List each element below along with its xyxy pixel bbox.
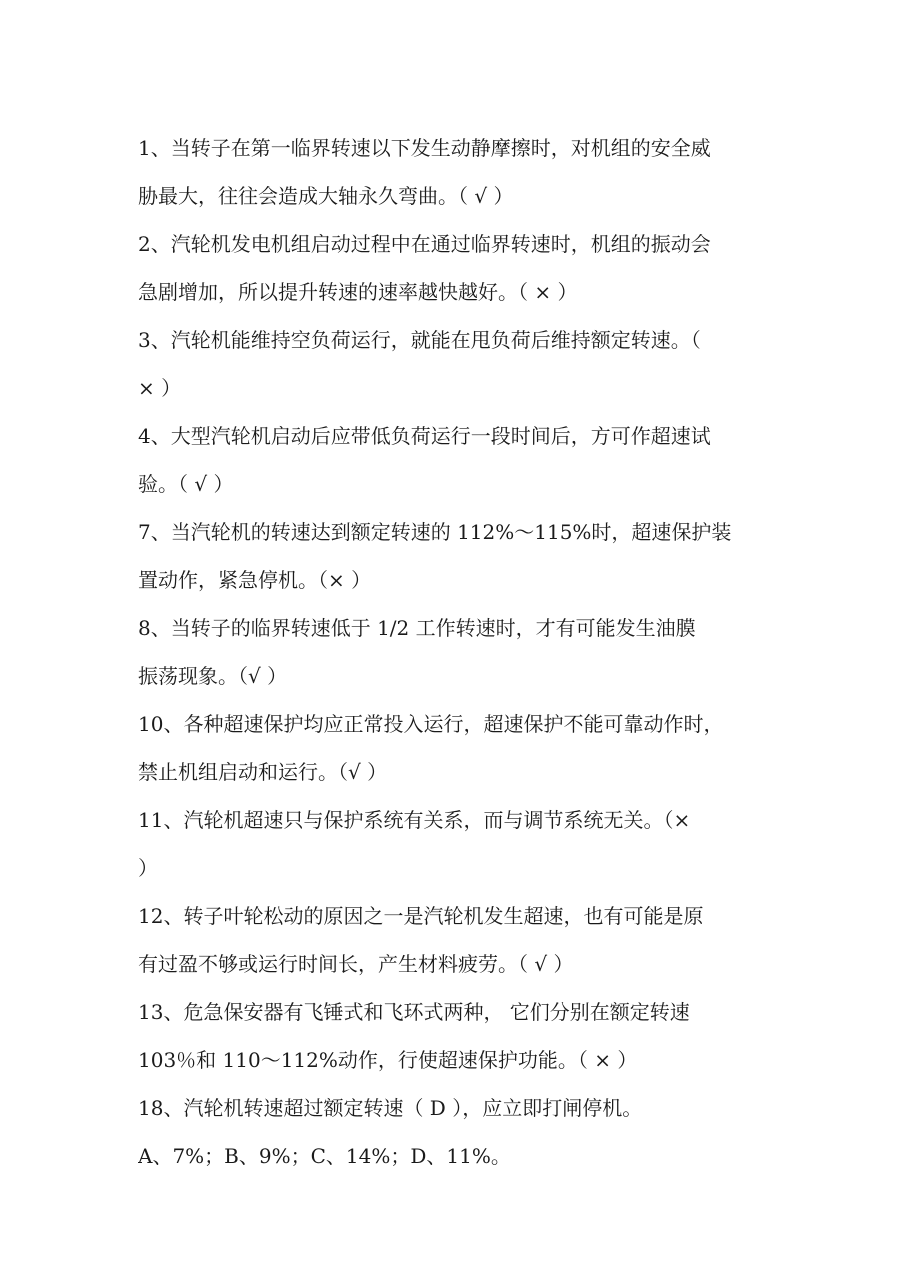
text-line: 13、危急保安器有飞锤式和飞环式两种， 它们分别在额定转速 — [138, 1000, 690, 1024]
text-line: × ） — [138, 376, 182, 400]
text-line: 振荡现象。（√ ） — [138, 664, 288, 688]
text-line: 禁止机组启动和运行。（√ ） — [138, 760, 388, 784]
text-line: A、7%；B、9%；C、14%；D、11%。 — [138, 1144, 511, 1168]
text-line: 18、汽轮机转速超过额定转速（ D ），应立即打闸停机。 — [138, 1096, 643, 1120]
document-body — [138, 124, 778, 1180]
text-line: 12、转子叶轮松动的原因之一是汽轮机发生超速，也有可能是原 — [138, 904, 704, 928]
text-line: 1、当转子在第一临界转速以下发生动静摩擦时，对机组的安全威 — [138, 136, 711, 160]
text-line: 4、大型汽轮机启动后应带低负荷运行一段时间后，方可作超速试 — [138, 424, 711, 448]
text-line: 置动作，紧急停机。（× ） — [138, 568, 372, 592]
text-line: ） — [138, 856, 158, 880]
text-line: 验。（ √ ） — [138, 472, 234, 496]
text-line: 11、汽轮机超速只与保护系统有关系，而与调节系统无关。（× — [138, 808, 691, 832]
text-line: 有过盈不够或运行时间长，产生材料疲劳。（ √ ） — [138, 952, 574, 976]
text-line: 急剧增加，所以提升转速的速率越快越好。（ × ） — [138, 280, 578, 304]
text-line: 胁最大，往往会造成大轴永久弯曲。（ √ ） — [138, 184, 514, 208]
text-line: 8、当转子的临界转速低于 1/2 工作转速时，才有可能发生油膜 — [138, 616, 696, 640]
text-line: 2、汽轮机发电机组启动过程中在通过临界转速时，机组的振动会 — [138, 232, 711, 256]
text-line: 10、各种超速保护均应正常投入运行，超速保护不能可靠动作时， — [138, 712, 724, 736]
text-line: 3、汽轮机能维持空负荷运行，就能在甩负荷后维持额定转速。（ — [138, 328, 701, 352]
text-line: 7、当汽轮机的转速达到额定转速的 112%～115%时，超速保护装 — [138, 520, 732, 544]
text-line: 103％和 110～112%动作，行使超速保护功能。（ × ） — [138, 1048, 638, 1072]
